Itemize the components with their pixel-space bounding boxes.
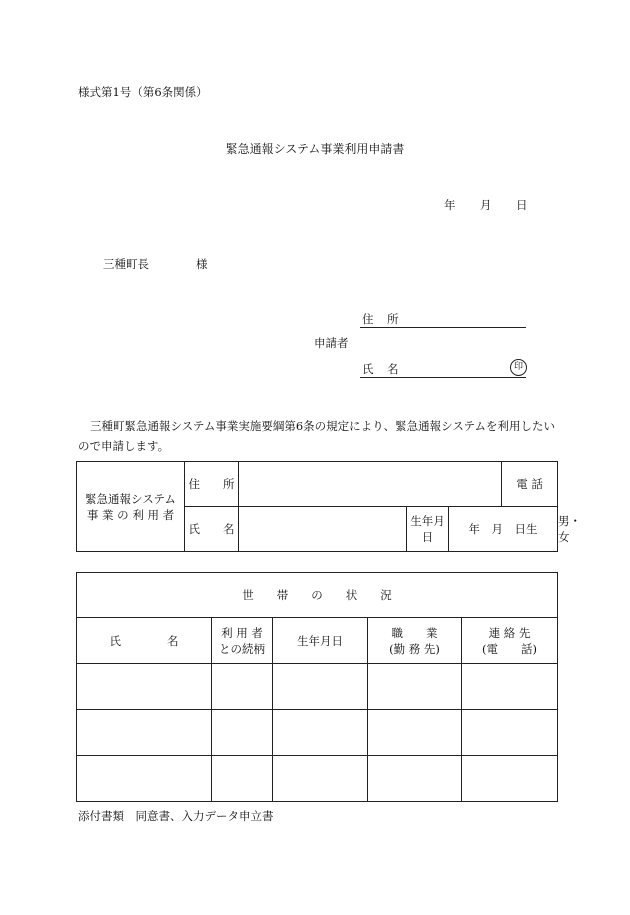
household-contact-cell[interactable] xyxy=(462,756,558,802)
household-relationship-cell[interactable] xyxy=(212,664,273,710)
household-header-relationship xyxy=(212,618,273,664)
household-header-line: との続柄 xyxy=(219,641,265,656)
household-occupation-cell[interactable] xyxy=(368,710,462,756)
household-header-occupation xyxy=(368,618,462,664)
addressee-name: 三種町長 xyxy=(103,257,149,271)
household-contact-cell[interactable] xyxy=(462,664,558,710)
document-title: 緊急通報システム事業利用申請書 xyxy=(225,142,405,156)
household-header-birthdate xyxy=(273,618,368,664)
table-row xyxy=(77,710,558,756)
household-table xyxy=(76,572,558,802)
user-name-label: 氏 名 xyxy=(185,507,239,552)
applicant-name-label-1: 氏 xyxy=(362,362,374,376)
household-birthdate-cell[interactable] xyxy=(273,710,368,756)
user-row-header-line1: 緊急通報システム xyxy=(85,491,176,506)
user-name-cell[interactable] xyxy=(239,507,407,552)
household-header-line: (電 話) xyxy=(482,641,537,656)
household-birthdate-cell[interactable] xyxy=(273,664,368,710)
applicant-address-label-1: 住 xyxy=(362,312,374,326)
seal-mark-icon: 印 xyxy=(510,359,527,376)
household-occupation-cell[interactable] xyxy=(368,756,462,802)
user-row-header xyxy=(77,462,185,552)
applicant-name-label-2: 名 xyxy=(387,362,399,376)
table-row xyxy=(77,664,558,710)
household-name-cell[interactable] xyxy=(77,710,212,756)
household-header-line: 連 絡 先 xyxy=(488,625,531,640)
household-header-row xyxy=(77,618,558,664)
household-title: 世 帯 の 状 況 xyxy=(77,573,558,618)
household-header-line: (勤 務 先) xyxy=(389,641,440,656)
household-relationship-cell[interactable] xyxy=(212,756,273,802)
household-header-line: 利 用 者 xyxy=(221,625,263,640)
household-relationship-cell[interactable] xyxy=(212,710,273,756)
household-header-line: 生年月日 xyxy=(297,633,343,648)
household-name-cell[interactable] xyxy=(77,664,212,710)
date-day-label: 日 xyxy=(516,198,528,212)
household-header-line: 氏 名 xyxy=(109,633,179,648)
user-birthdate-label: 生年月日 xyxy=(407,507,449,552)
form-number: 様式第1号（第6条関係） xyxy=(78,85,208,99)
household-header-name xyxy=(77,618,212,664)
user-address-label: 住 所 xyxy=(185,462,239,507)
user-birthdate-cell[interactable]: 年 月 日生 xyxy=(449,507,558,552)
attachments-note: 添付書類 同意書、入力データ申立書 xyxy=(78,809,274,823)
applicant-name-line[interactable] xyxy=(360,360,526,378)
table-row xyxy=(77,756,558,802)
household-occupation-cell[interactable] xyxy=(368,664,462,710)
applicant-address-label-2: 所 xyxy=(387,312,399,326)
household-header-contact xyxy=(462,618,558,664)
household-header-line: 職 業 xyxy=(391,625,438,640)
date-month-label: 月 xyxy=(480,198,492,212)
user-phone-label: 電 話 xyxy=(502,462,558,507)
household-birthdate-cell[interactable] xyxy=(273,756,368,802)
user-row-header-line2: 事 業 の 利 用 者 xyxy=(86,507,175,522)
user-address-cell[interactable] xyxy=(239,462,502,507)
application-statement: 三種町緊急通報システム事業実施要綱第6条の規定により、緊急通報システムを利用したいので申請します。 xyxy=(78,419,556,453)
household-contact-cell[interactable] xyxy=(462,710,558,756)
user-info-table: 緊急通報システム 事 業 の 利 用 者 住 所 電 話 氏 名 生年月日 年 月 日生 男・女 xyxy=(76,461,558,552)
addressee-honorific: 様 xyxy=(196,257,208,271)
applicant-label: 申請者 xyxy=(314,336,349,350)
date-year-label: 年 xyxy=(444,198,456,212)
household-name-cell[interactable] xyxy=(77,756,212,802)
applicant-address-line[interactable] xyxy=(360,310,526,328)
